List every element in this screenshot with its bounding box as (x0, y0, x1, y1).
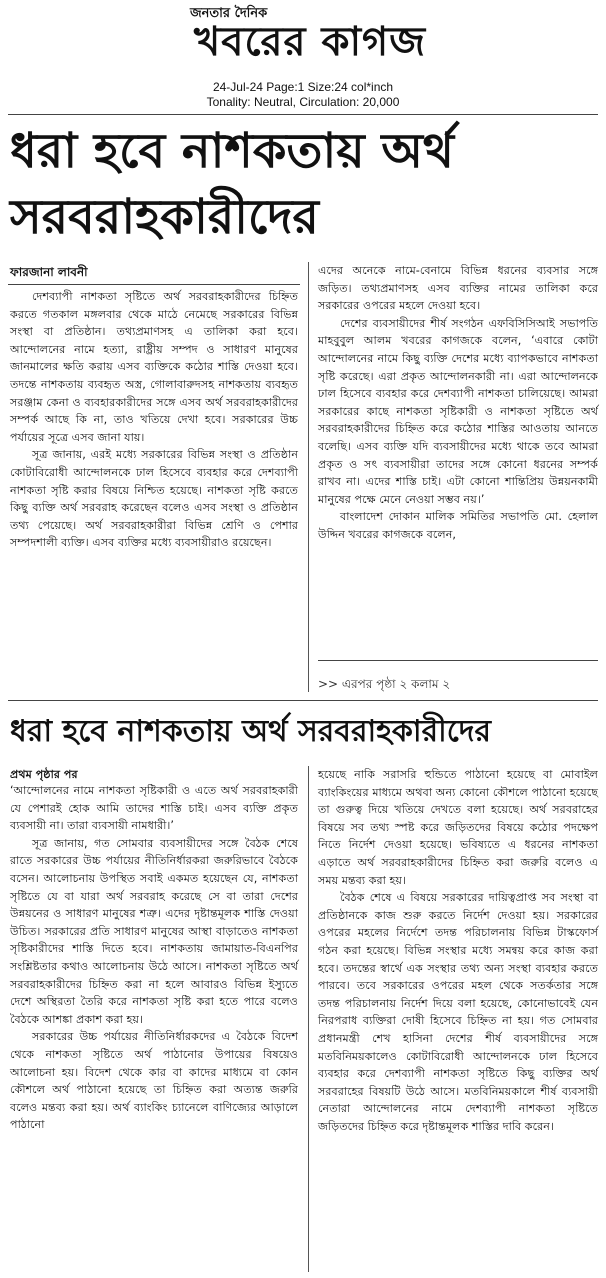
clipping-meta-date: 24-Jul-24 Page:1 Size:24 col*inch (212, 80, 394, 94)
article-headline (10, 118, 600, 250)
paragraph: সরকারের উচ্চ পর্যায়ের নীতিনির্ধারকদের এ বৈঠকে বিদেশ থেকে নাশকতা সৃষ্টিতে অর্থ পাঠানোর উপায়ের বিষয়েও আলোচনা হয়। বিদেশ থেকে কার বা কাদের মাধ্যমে বা কোন কৌশলে অর্থ পাঠানো হয়েছে তা চিহ্নিত করা অত্যন্ত জরুরি বলেও মন্তব্য করা হয়। অর্থ ব্যাংকিং চ্যানেলে বাণিজ্যের আড়ালে পাঠানো (10, 1030, 298, 1132)
newspaper-name: খবরের কাগজ (193, 18, 427, 65)
column-divider (308, 766, 309, 1272)
paragraph: দেশব্যাপী নাশকতা সৃষ্টিতে অর্থ সরবরাহকারীদের চিহ্নিত করতে গতকাল মঙ্গলবার থেকে মাঠে নেমেছে সরকারের বিভিন্ন সংস্থা বা প্রতিষ্ঠান। তথ্যপ্রমাণসহ এ তালিকা করা হবে। আন্দোলনের নামে হত্যা, রাষ্ট্রীয় সম্পদ ও সাধারণ মানুষের জানমালের ক্ষতি করায় এসব ব্যক্তিকে কঠোর শাস্তি দেওয়া হবে। তদন্তে নাশকতায় ব্যবহৃত অস্ত্র, গোলাবারুদসহ নাশকতায় ব্যবহৃত সরঞ্জাম কেনা ও ব্যবহারকারীদের সঙ্গে এসব অর্থ সরবরাহকারীদের সম্পর্ক আছে কি না, তাও খতিয়ে দেখা হবে। সরকারের উচ্চ পর্যায়ের সূত্রে এসব জানা যায়। (10, 290, 298, 444)
column-divider (308, 262, 309, 692)
continuation-column-2 (318, 766, 598, 1135)
paragraph: ‘আন্দোলনের নামে নাশকতা সৃষ্টিকারী ও এতে অর্থ সরবরাহকারী যে পেশারই হোক আমি তাদের শাস্তি চাই। এসব ব্যক্তি প্রকৃত ব্যবসায়ী না। তারা ব্যবসায়ী নামধারী।’ (10, 784, 298, 833)
section-divider (8, 700, 598, 701)
paragraph: দেশের ব্যবসায়ীদের শীর্ষ সংগঠন এফবিসিসিআই সভাপতি মাহবুবুল আলম খবরের কাগজকে বলেন, ‘এবারে কোটা আন্দোলনের নামে কিছু ব্যক্তি দেশের মধ্যে ব্যাপকভাবে নাশকতা সৃষ্টি করেছে। এরা প্রকৃত আন্দোলনকারী না। এরা আন্দোলনকে ঢাল হিসেবে ব্যবহার করে দেশব্যাপী নাশকতা চালিয়েছে। আমরা সরকারের কাছে নাশকতা সৃষ্টিকারী ও নাশকতা সৃষ্টিতে অর্থ সরবরাহকারীদের চিহ্নিত করে কঠোর শাস্তির আওতায় আনতে বলেছি। এসব ব্যক্তি যদি ব্যবসায়ীদের মধ্যে থাকে তবে আমরা প্রকৃত ও সৎ ব্যবসায়ীরা তাদের সঙ্গে কোনো ধরনের সম্পর্ক রাখব না। এদের শাস্তি চাই। এটা কোনো শান্তিপ্রিয় উন্নয়নকামী মানুষের পক্ষে মেনে নেওয়া সম্ভব নয়।’ (318, 316, 598, 506)
byline-divider (8, 284, 300, 285)
continued-from-front: প্রথম পৃষ্ঠার পর (10, 768, 78, 781)
byline: ফারজানা লাবনী (10, 265, 88, 279)
headline-line-1: ধরা হবে নাশকতায় অর্থ (10, 123, 454, 179)
clipping-meta-tonality: Tonality: Neutral, Circulation: 20,000 (206, 95, 400, 109)
paragraph: বাংলাদেশ দোকান মালিক সমিতির সভাপতি মো. হেলাল উদ্দিন খবরের কাগজকে বলেন, (318, 510, 598, 541)
masthead-tagline: জনতার দৈনিক (190, 6, 268, 21)
paragraph: হয়েছে নাকি সরাসরি হুন্ডিতে পাঠানো হয়েছে বা মোবাইল ব্যাংকিংয়ের মাধ্যমে অথবা অন্য কোনো কৌশলে পাঠানো হয়েছে তা গুরুত্ব দিয়ে খতিয়ে দেখতে বলা হয়েছে। অর্থ সরবরাহের বিষয়ে সব তথ্য স্পষ্ট করে জড়িতদের বিষয়ে কঠোর পদক্ষেপ নিতে নির্দেশ দেওয়া হয়েছে। ভবিষ্যতে এ ধরনের নাশকতা এড়াতে অর্থ সরবরাহকারীদের চিহ্নিত করা জরুরি বলেও এ সময় মন্তব্য করা হয়। (318, 768, 598, 887)
article-column-2 (318, 262, 598, 544)
continued-on-page-link[interactable]: >> এরপর পৃষ্ঠা ২ কলাম ২ (318, 677, 451, 691)
masthead-divider (8, 114, 598, 115)
article-column-1 (10, 288, 298, 552)
continuation-headline: ধরা হবে নাশকতায় অর্থ সরবরাহকারীদের (10, 714, 492, 749)
paragraph: এদের অনেকে নামে-বেনামে বিভিন্ন ধরনের ব্যবসার সঙ্গে জড়িত। তথ্যপ্রমাণসহ এসব ব্যক্তির নামের তালিকা করে সরকারের ওপরের মহলে দেওয়া হবে। (318, 264, 598, 313)
continuation-column-1 (10, 782, 298, 1134)
continued-divider (318, 660, 598, 661)
paragraph: বৈঠক শেষে এ বিষয়ে সরকারের দায়িত্বপ্রাপ্ত সব সংস্থা বা প্রতিষ্ঠানকে কাজ শুরু করতে নির্দেশ দেওয়া হয়। সরকারের ওপরের মহলের নির্দেশে তদন্ত পরিচালনায় বিভিন্ন টাস্কফোর্স গঠন করা হয়েছে। বিভিন্ন সংস্থার মধ্যে সমন্বয় করে কাজ করা হবে। তদন্তের স্বার্থে এক সংস্থার তথ্য অন্য সংস্থা ব্যবহার করতে পারবে। তবে সরকারের ওপরের মহল থেকে সতর্কতার সঙ্গে তদন্ত পরিচালনায় নির্দেশ দিয়ে বলা হয়েছে, কোনোভাবেই যেন নিরপরাধ ব্যক্তিরা দোষী হিসেবে চিহ্নিত না হয়। গত সোমবার প্রধানমন্ত্রী শেখ হাসিনা দেশের শীর্ষ ব্যবসায়ীদের সঙ্গে মতবিনিময়কালেও কোটাবিরোধী আন্দোলনকে ঢাল হিসেবে ব্যবহার করে দেশব্যাপী নাশকতা সৃষ্টিতে কিছু ব্যক্তির অর্থ সরবরাহের বিষয়টি উঠে আসে। মতবিনিময়কালে শীর্ষ ব্যবসায়ী নেতারা আন্দোলনের নামে দেশব্যাপী নাশকতা সৃষ্টিতে জড়িতদের চিহ্নিত করে দৃষ্টান্তমূলক শাস্তির দাবি করেন। (318, 891, 598, 1133)
headline-line-2: সরবরাহকারীদের (10, 189, 319, 245)
paragraph: সূত্র জানায়, গত সোমবার ব্যবসায়ীদের সঙ্গে বৈঠক শেষে রাতে সরকারের উচ্চ পর্যায়ের নীতিনির্ধারকরা জরুরিভাবে বৈঠকে বসেন। আলোচনায় উপস্থিত সবাই একমত হয়েছেন যে, নাশকতা সৃষ্টিতে যে বা যারা অর্থ সরবরাহ করেছে সে বা তারা দেশের উন্নয়নের ও সাধারণ মানুষের শত্রু। এদের দৃষ্টান্তমূলক শাস্তি দেওয়া উচিত। সরকারের প্রতি সাধারণ মানুষের আস্থা বাড়াতেও নাশকতা সৃষ্টিকারীদের শাস্তি দিতে হবে। নাশকতায় জামায়াত-বিএনপির সংশ্লিষ্টতার কথাও আলোচনায় উঠে আসে। নাশকতা সৃষ্টিতে অর্থ সরবরাহকারীদের চিহ্নিত করা না হলে আবারও বিভিন্ন ইস্যুতে দেশে অস্থিরতা তৈরি করে নাশকতা সৃষ্টি করা হতে পারে বলেও বৈঠকে আশঙ্কা প্রকাশ করা হয়। (10, 836, 298, 1026)
paragraph: সূত্র জানায়, এরই মধ্যে সরকারের বিভিন্ন সংস্থা ও প্রতিষ্ঠান কোটাবিরোধী আন্দোলনকে ঢাল হিসেবে ব্যবহার করে দেশব্যাপী নাশকতা সৃষ্টি করার বিষয়ে নিশ্চিত হয়েছে। নাশকতা সৃষ্টি করতে কিছু ব্যক্তি অর্থ সরবরাহ করেছেন বলেও এসব সংস্থা ও প্রতিষ্ঠান তথ্য পেয়েছে। অর্থ সরবরাহকারীরা বিভিন্ন শ্রেণি ও পেশার সম্পদশালী ব্যক্তি। এসব ব্যক্তির মধ্যে ব্যবসায়ীরাও রয়েছেন। (10, 448, 298, 550)
